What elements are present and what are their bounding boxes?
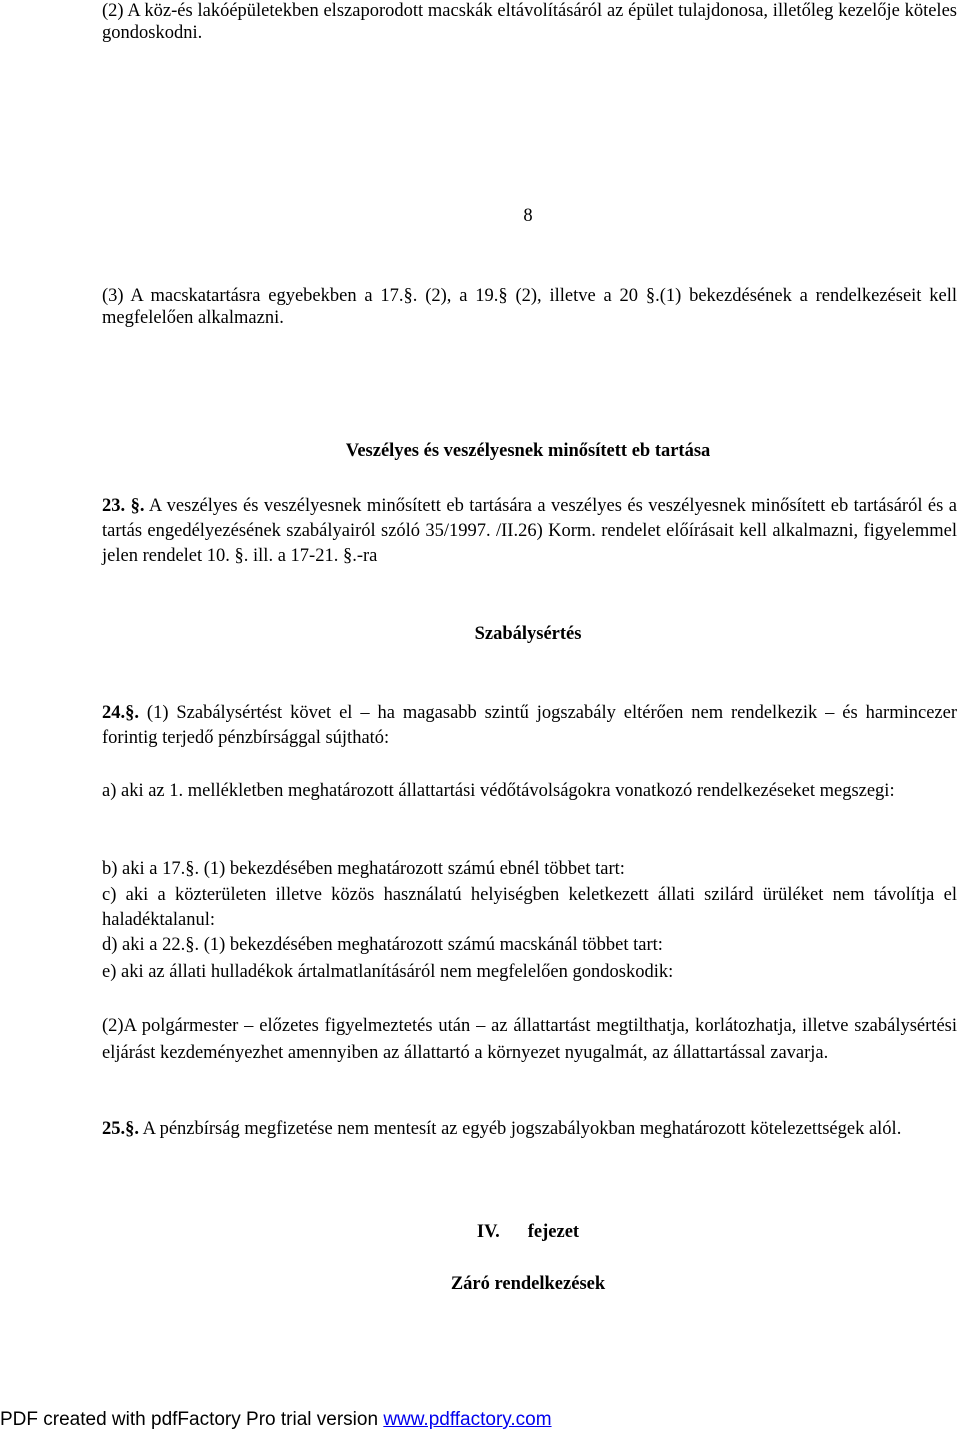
section-24 <box>102 701 957 751</box>
item-a: a) aki az 1. mellékletben meghatározott állattartási védőtávolságokra vonatkozó rendelkezéseket megszegi: <box>102 781 895 801</box>
paragraph-3: (3) A macskatartásra egyebekben a 17.§. (2), a 19.§ (2), illetve a 20 §.(1) bekezdésének a rendelkezéseit kell megfelelően alkalmazni. <box>102 286 957 328</box>
section-23-text: A veszélyes és veszélyesnek minősített eb tartására a veszélyes és veszélyesnek minősített eb tartásáról és a tartás engedélyezésének szabályairól szóló 35/1997. /II.26) Korm. rendelet előírásait kell alkalmazni, figyelemmel jelen rendelet 10. §. ill. a 17-21. §.-ra <box>102 496 958 566</box>
paragraph-2-mayor: (2)A polgármester – előzetes figyelmeztetés után – az állattartást megtilthatja, korlátozhatja, illetve szabálysértési eljárást kezdeményezhet amennyiben az állattartó a környezet nyugalmát, az állattartással zavarja. <box>102 1016 957 1063</box>
chapter-heading <box>48 1222 960 1243</box>
heading-dangerous-dog: Veszélyes és veszélyesnek minősített eb tartása <box>345 441 711 461</box>
section-23-number: 23. §. <box>102 496 145 516</box>
heading-violation: Szabálysértés <box>474 624 582 644</box>
footer-link[interactable]: www.pdffactory.com <box>383 1409 552 1430</box>
chapter-number: IV. <box>476 1222 500 1242</box>
section-25-text: A pénzbírság megfizetése nem mentesít az egyéb jogszabályokban meghatározott kötelezettségek alól. <box>142 1119 902 1139</box>
chapter-word: fejezet <box>527 1222 580 1242</box>
page-number: 8 <box>523 206 533 226</box>
section-23 <box>102 494 957 569</box>
item-e: e) aki az állati hulladékok ártalmatlanításáról nem megfelelően gondoskodik: <box>102 962 674 982</box>
item-b: b) aki a 17.§. (1) bekezdésében meghatározott számú ebnél többet tart: <box>102 859 625 879</box>
footer-text: PDF created with pdfFactory Pro trial version <box>0 1409 384 1430</box>
section-25 <box>102 1117 957 1142</box>
section-24-text: (1) Szabálysértést követ el – ha magasabb szintű jogszabály eltérően nem rendelkezik – és harmincezer forintig terjedő pénzbírsággal sújtható: <box>102 703 958 748</box>
pdf-footer <box>0 1409 552 1431</box>
item-d: d) aki a 22.§. (1) bekezdésében meghatározott számú macskánál többet tart: <box>102 935 663 955</box>
paragraph-2-intro: (2) A köz-és lakóépületekben elszaporodott macskák eltávolításáról az épület tulajdonosa, illetőleg kezelője köteles gondoskodni. <box>102 1 957 43</box>
item-c: c) aki a közterületen illetve közös használatú helyiségben keletkezett állati szilárd ürüléket nem távolítja el haladéktalanul: <box>102 885 957 930</box>
section-24-number: 24.§. <box>102 703 139 723</box>
heading-final-provisions: Záró rendelkezések <box>450 1274 606 1294</box>
section-25-number: 25.§. <box>102 1119 139 1139</box>
